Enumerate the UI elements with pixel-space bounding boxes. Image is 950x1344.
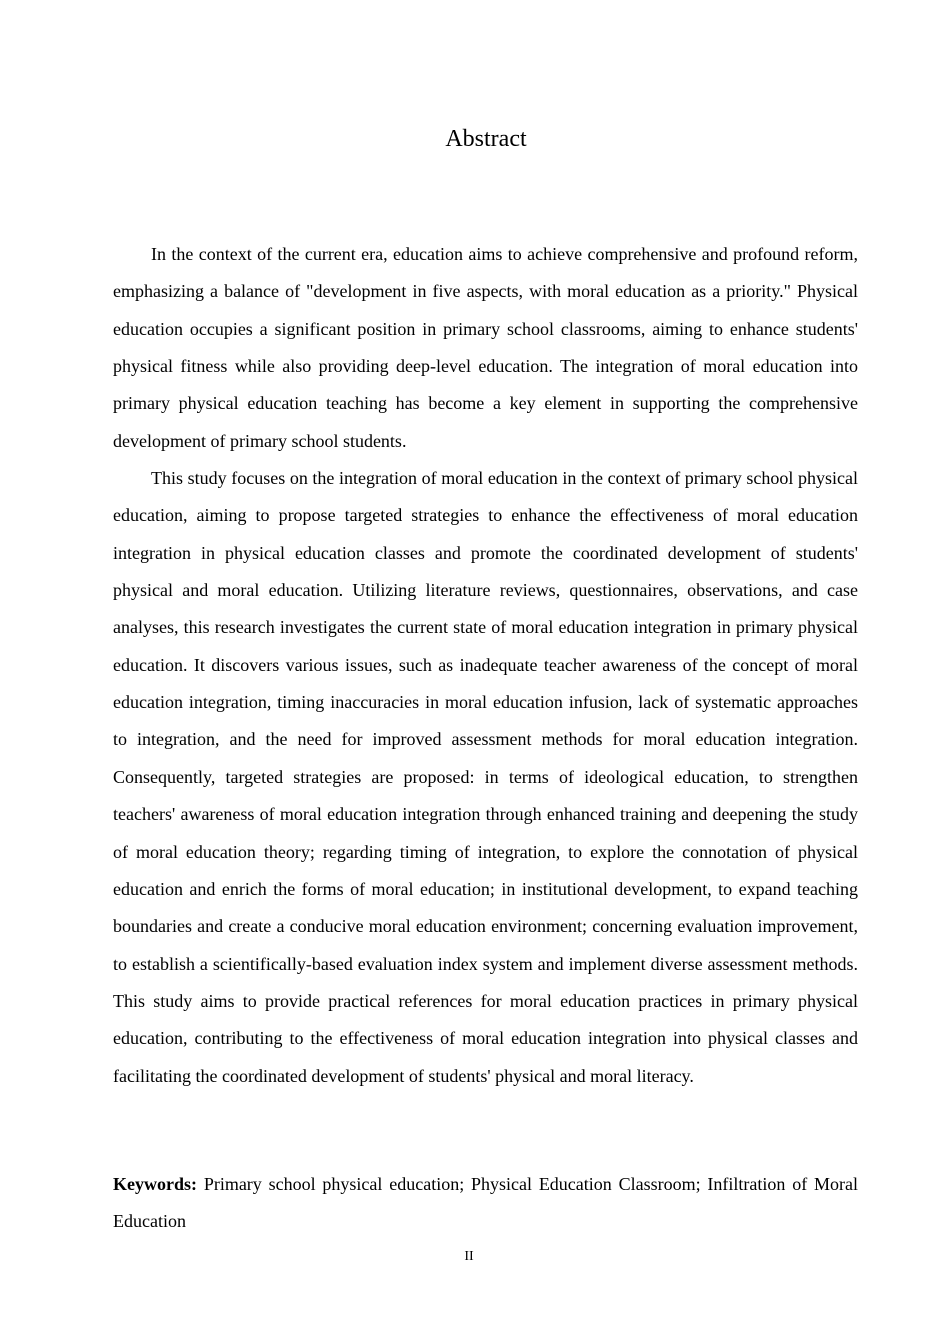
- page-title: Abstract: [445, 126, 527, 152]
- page-number: II: [464, 1249, 474, 1264]
- abstract-body: [113, 236, 858, 1095]
- keywords-label: Keywords:: [113, 1174, 197, 1194]
- abstract-paragraph-1: In the context of the current era, education aims to achieve comprehensive and profound reform, emphasizing a balance of "development in five aspects, with moral education as a priority." Physical education occupies a significant position in primary school classrooms, aiming to enhance students' physical fitness while also providing deep-level education. The integration of moral education into primary physical education teaching has become a key element in supporting the comprehensive development of primary school students.: [113, 244, 858, 451]
- keywords-list: Primary school physical education; Physical Education Classroom; Infiltration of Moral Education: [113, 1174, 858, 1232]
- keywords-section: [113, 1166, 858, 1241]
- abstract-paragraph-2: This study focuses on the integration of moral education in the context of primary school physical education, aiming to propose targeted strategies to enhance the effectiveness of moral education integration in physical education classes and promote the coordinated development of students' physical and moral education. Utilizing literature reviews, questionnaires, observations, and case analyses, this research investigates the current state of moral education integration in primary physical education. It discovers various issues, such as inadequate teacher awareness of the concept of moral education integration, timing inaccuracies in moral education infusion, lack of systematic approaches to integration, and the need for improved assessment methods for moral education integration. Consequently, targeted strategies are proposed: in terms of ideological education, to strengthen teachers' awareness of moral education integration through enhanced training and deepening the study of moral education theory; regarding timing of integration, to explore the connotation of physical education and enrich the forms of moral education; in institutional development, to expand teaching boundaries and create a conducive moral education environment; concerning evaluation improvement, to establish a scientifically-based evaluation index system and implement diverse assessment methods. This study aims to provide practical references for moral education practices in primary physical education, contributing to the effectiveness of moral education integration into physical classes and facilitating the coordinated development of students' physical and moral literacy.: [113, 468, 858, 1086]
